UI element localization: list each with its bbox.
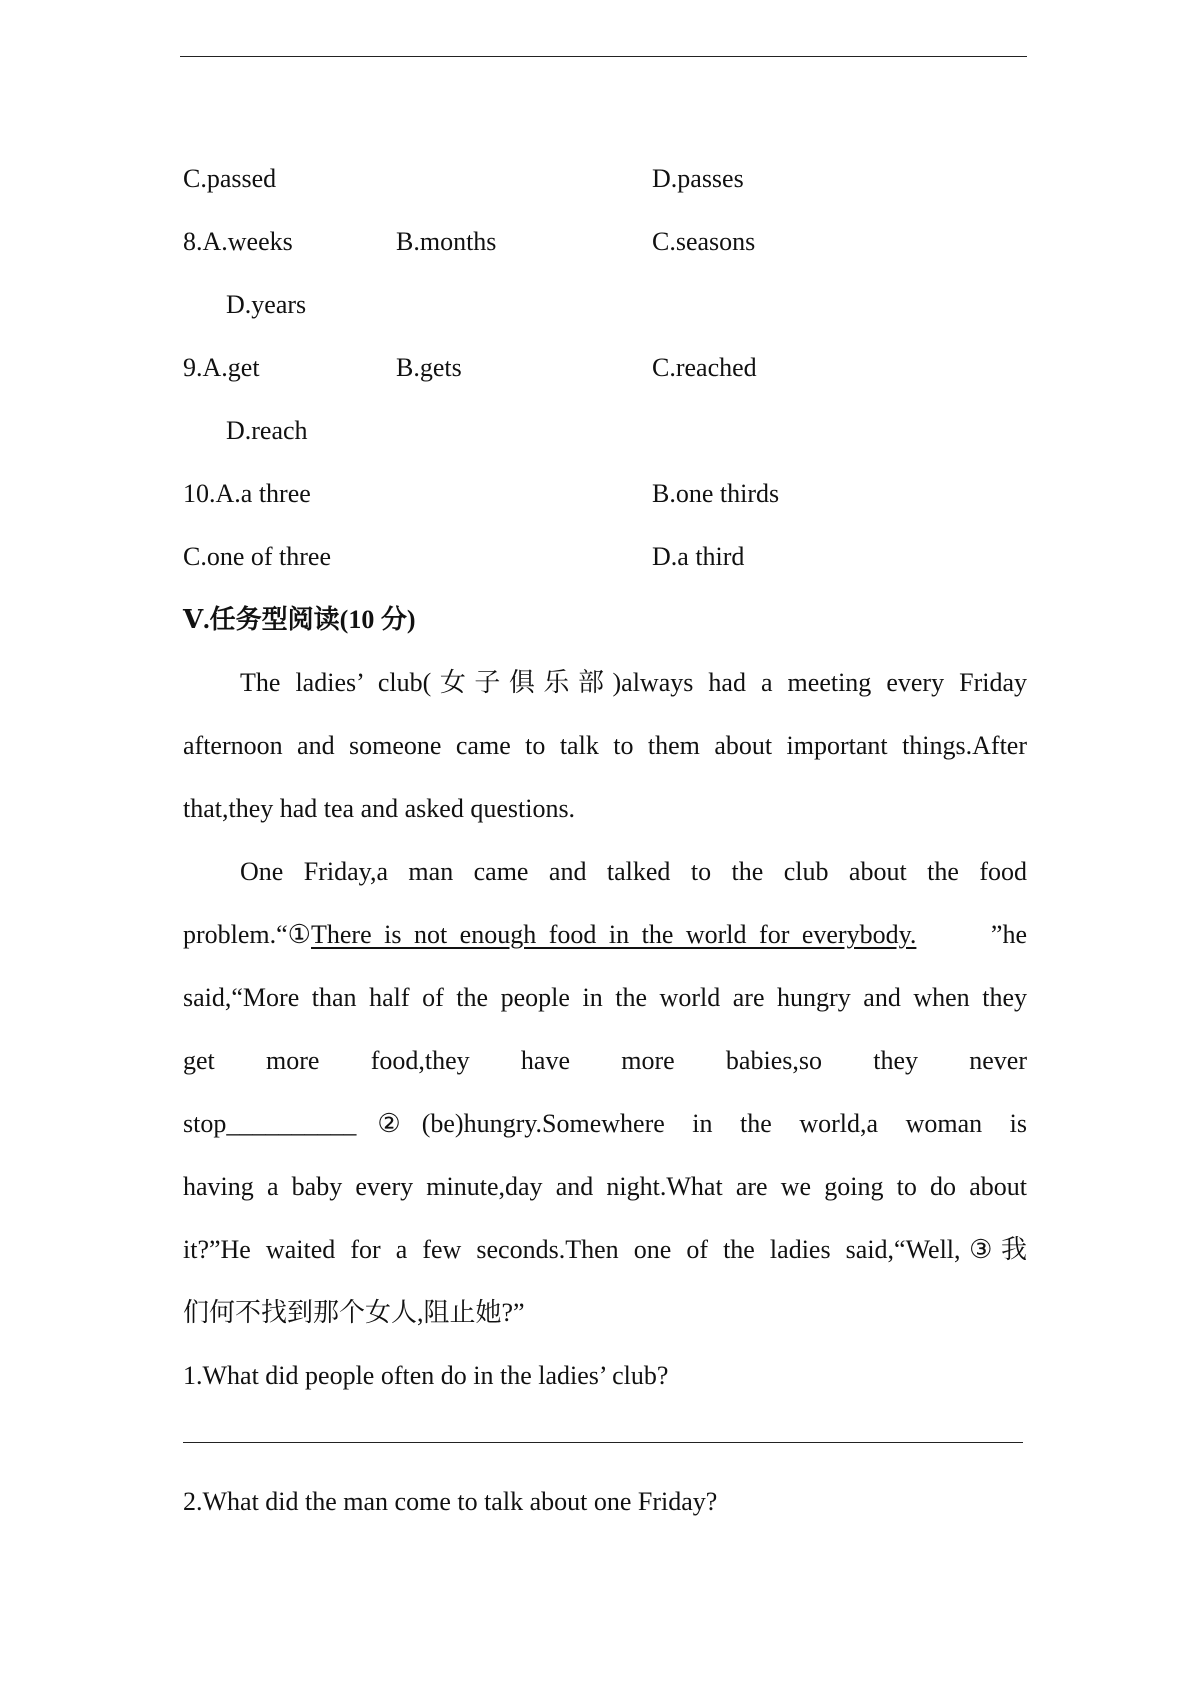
passage-text	[183, 919, 916, 951]
passage-line: that,they had tea and asked questions.	[183, 794, 576, 823]
passage-line: The ladies’ club(女子俱乐部)always had a meeting every Friday	[240, 668, 1027, 697]
underlined-sentence: There is not enough food in the world for everybody.	[311, 920, 917, 949]
option-8b: B.months	[396, 227, 497, 256]
passage-text-lead: problem.“①	[183, 920, 311, 949]
option-7c: C.passed	[183, 164, 277, 193]
passage-line: it?”He waited for a few seconds.Then one of the ladies said,“Well,③我	[183, 1235, 1027, 1264]
option-8a: 8.A.weeks	[183, 227, 293, 256]
option-9b: B.gets	[396, 353, 462, 382]
option-10d: D.a third	[652, 542, 745, 571]
question-1: 1.What did people often do in the ladies’ club?	[183, 1361, 669, 1390]
header-rule	[180, 56, 1027, 57]
option-9c: C.reached	[652, 353, 757, 382]
answer-line-1[interactable]	[183, 1442, 1023, 1443]
option-8d: D.years	[226, 290, 307, 319]
passage-text-tail: ”he	[990, 920, 1027, 949]
question-2: 2.What did the man come to talk about one Friday?	[183, 1487, 718, 1516]
passage-line-with-underline	[183, 919, 1027, 951]
passage-line: said,“More than half of the people in the world are hungry and when they	[183, 983, 1027, 1012]
option-7d: D.passes	[652, 164, 744, 193]
option-10b: B.one thirds	[652, 479, 780, 508]
option-8c: C.seasons	[652, 227, 756, 256]
option-10c: C.one of three	[183, 542, 332, 571]
option-9d: D.reach	[226, 416, 308, 445]
passage-line-with-blank: stop__________②(be)hungry.Somewhere in the world,a woman is	[183, 1109, 1027, 1138]
option-9a: 9.A.get	[183, 353, 260, 382]
passage-line: One Friday,a man came and talked to the club about the food	[240, 857, 1027, 886]
section-title: Ⅴ.任务型阅读(10 分)	[183, 605, 416, 634]
option-10a: 10.A.a three	[183, 479, 311, 508]
passage-line: 们何不找到那个女人,阻止她?”	[183, 1298, 525, 1327]
passage-line: get more food,they have more babies,so they never	[183, 1046, 1027, 1075]
passage-line: afternoon and someone came to talk to them about important things.After	[183, 731, 1027, 760]
passage-line: having a baby every minute,day and night.What are we going to do about	[183, 1172, 1027, 1201]
